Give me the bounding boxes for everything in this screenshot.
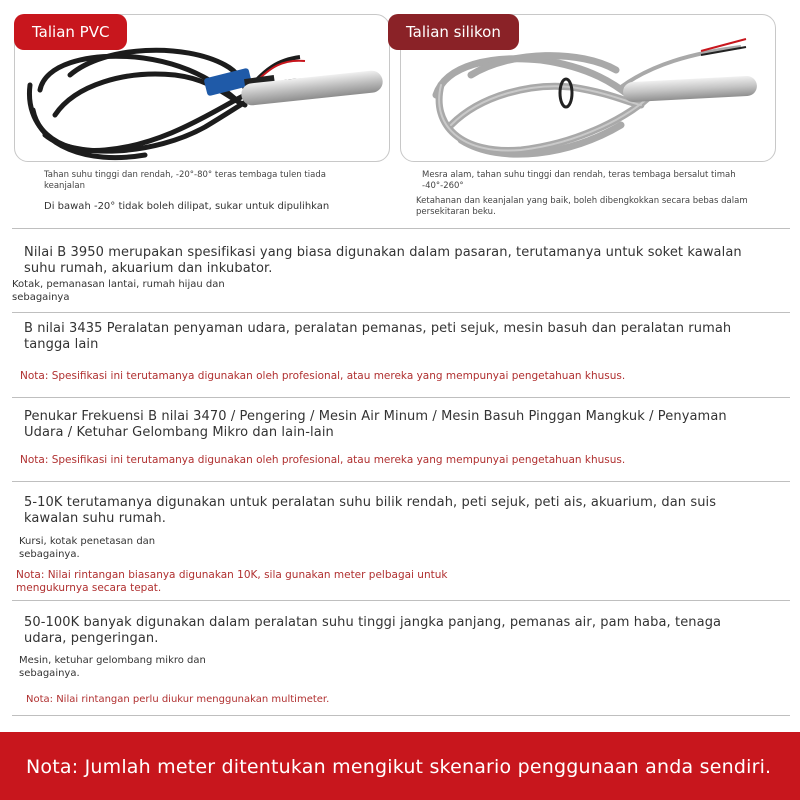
separator-4 [12, 481, 790, 482]
separator-6 [12, 715, 790, 716]
k50-100-text: 50-100K banyak digunakan dalam peralatan suhu tinggi jangka panjang, pemanas air, pam haba, tenaga udara, pengeringan. [24, 615, 722, 646]
separator-3 [12, 397, 790, 398]
separator-1 [12, 228, 790, 229]
silicone-desc-1: Mesra alam, tahan suhu tinggi dan rendah, teras tembaga bersalut timah -40°-260° [422, 170, 736, 191]
silicone-desc-2: Ketahanan dan keanjalan yang baik, boleh dibengkokkan secara bebas dalam persekitaran beku. [416, 196, 748, 217]
b3950-sub: Kotak, pemanasan lantai, rumah hijau dan sebagainya [12, 279, 225, 303]
k50-100-sub: Mesin, ketuhar gelombang mikro dan sebagainya. [19, 655, 206, 679]
b3470-text: Penukar Frekuensi B nilai 3470 / Pengering / Mesin Air Minum / Mesin Basuh Pinggan Mangkuk / Penyaman Udara / Ketuhar Gelombang Mikro dan lain-lain [24, 409, 727, 440]
pvc-desc-1: Tahan suhu tinggi dan rendah, -20°-80° teras tembaga tulen tiada keanjalan [44, 170, 326, 191]
footer-note: Nota: Jumlah meter ditentukan mengikut skenario penggunaan anda sendiri. [26, 756, 772, 778]
k5-10-note: Nota: Nilai rintangan biasanya digunakan 10K, sila gunakan meter pelbagai untuk mengukurnya secara tepat. [16, 569, 448, 594]
k50-100-note: Nota: Nilai rintangan perlu diukur menggunakan multimeter. [26, 694, 330, 705]
pvc-badge: Talian PVC [14, 14, 127, 50]
silicone-badge: Talian silikon [388, 14, 519, 50]
k5-10-text: 5-10K terutamanya digunakan untuk peralatan suhu bilik rendah, peti sejuk, peti ais, akuarium, dan suis kawalan suhu rumah. [24, 495, 717, 526]
b3435-note: Nota: Spesifikasi ini terutamanya digunakan oleh profesional, atau mereka yang mempunyai pengetahuan khusus. [20, 370, 626, 382]
b3435-text: B nilai 3435 Peralatan penyaman udara, peralatan pemanas, peti sejuk, mesin basuh dan peralatan rumah tangga lain [24, 321, 732, 352]
pvc-desc-2: Di bawah -20° tidak boleh dilipat, sukar untuk dipulihkan [44, 201, 330, 212]
k5-10-sub: Kursi, kotak penetasan dan sebagainya. [19, 536, 156, 560]
b3950-text: Nilai B 3950 merupakan spesifikasi yang biasa digunakan dalam pasaran, terutamanya untuk soket kawalan suhu rumah, akuarium dan inkubator. [24, 245, 742, 276]
footer-banner [0, 732, 800, 800]
separator-5 [12, 600, 790, 601]
separator-2 [12, 312, 790, 313]
b3470-note: Nota: Spesifikasi ini terutamanya digunakan oleh profesional, atau mereka yang mempunyai pengetahuan khusus. [20, 454, 626, 466]
